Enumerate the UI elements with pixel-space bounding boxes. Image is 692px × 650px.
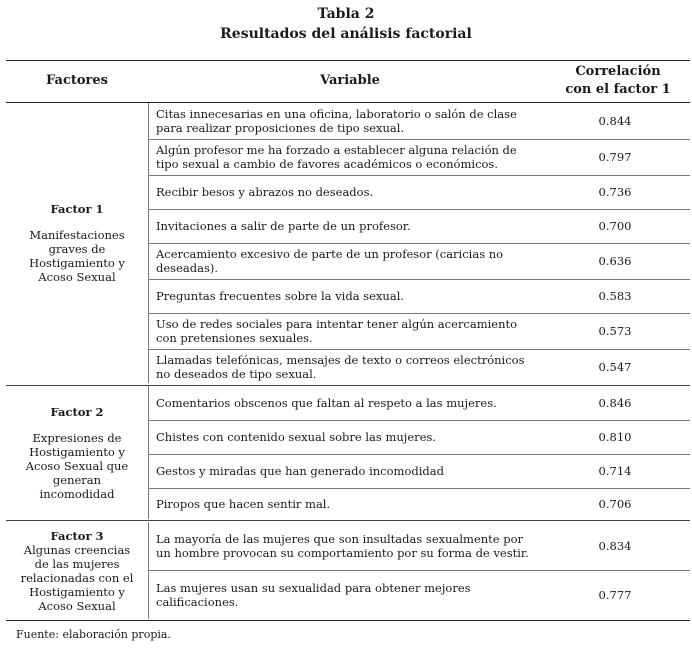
factor-description: Algunas creencias de las mujeres relacionadas con el Hostigamiento y Acoso Sexual	[20, 542, 134, 613]
table-row-correlation: 0.583	[598, 288, 632, 303]
table-row-variable: Invitaciones a salir de parte de un profesor.	[156, 218, 411, 233]
factor-description: Manifestaciones graves de Hostigamiento y Acoso Sexual	[29, 228, 125, 284]
header-correlacion-line2: con el factor 1	[565, 82, 671, 97]
source-note: Fuente: elaboración propia.	[16, 628, 171, 641]
factor-group-3	[6, 522, 148, 619]
factor-name: Factor 3	[50, 528, 104, 543]
table-row-correlation: 0.706	[598, 496, 632, 511]
table-row-variable: La mayoría de las mujeres que son insultadas sexualmente por un hombre provocan su comportamiento por su forma de vestir.	[156, 531, 529, 560]
table-row-variable: Algún profesor me ha forzado a establecer alguna relación de tipo sexual a cambio de favores académicos o económicos.	[156, 142, 517, 171]
table-row-variable: Acercamiento excesivo de parte de un profesor (caricias no deseadas).	[156, 246, 504, 275]
factor-group-1	[6, 103, 148, 383]
table-row-variable: Uso de redes sociales para intentar tener algún acercamiento con pretensiones sexuales.	[156, 316, 518, 345]
factor-name: Factor 2	[50, 404, 104, 419]
table-row-variable: Comentarios obscenos que faltan al respeto a las mujeres.	[156, 395, 497, 410]
table-row-variable: Preguntas frecuentes sobre la vida sexual.	[156, 288, 405, 303]
table-row-variable: Recibir besos y abrazos no deseados.	[156, 184, 374, 199]
header-factores: Factores	[46, 73, 108, 88]
table-title: Tabla 2	[317, 6, 375, 22]
column-divider	[148, 386, 149, 519]
table-row-variable: Piropos que hacen sentir mal.	[156, 496, 331, 511]
table-row-variable: Llamadas telefónicas, mensajes de texto o correos electrónicos no deseados de tipo sexual.	[156, 352, 525, 381]
table-row-correlation: 0.736	[598, 184, 632, 199]
table-row-correlation: 0.844	[598, 113, 632, 128]
table-top-rule	[6, 60, 690, 61]
table-row-correlation: 0.777	[598, 587, 632, 602]
header-correlacion-line1: Correlación	[575, 64, 661, 79]
table-row-correlation: 0.797	[598, 149, 632, 164]
table-row-variable: Las mujeres usan su sexualidad para obtener mejores calificaciones.	[156, 580, 471, 609]
table-subtitle: Resultados del análisis factorial	[220, 26, 472, 42]
table-row-correlation: 0.700	[598, 218, 632, 233]
header-variable: Variable	[320, 73, 380, 88]
table-bottom-rule	[6, 620, 690, 621]
factor-description: Expresiones de Hostigamiento y Acoso Sexual que generan incomodidad	[25, 430, 129, 501]
table-row-variable: Gestos y miradas que han generado incomodidad	[156, 463, 444, 478]
group-divider	[6, 520, 690, 521]
factor-name: Factor 1	[50, 202, 104, 216]
factor-group-2	[6, 386, 148, 519]
table-row-correlation: 0.846	[598, 395, 632, 410]
table-row-correlation: 0.636	[598, 253, 632, 268]
table-row-correlation: 0.573	[598, 323, 632, 338]
table-row-correlation: 0.547	[598, 359, 632, 374]
table-row-correlation: 0.714	[598, 463, 632, 478]
table-row-correlation: 0.810	[598, 429, 632, 444]
table-row-correlation: 0.834	[598, 538, 632, 553]
table-row-variable: Chistes con contenido sexual sobre las mujeres.	[156, 429, 436, 444]
table-row-variable: Citas innecesarias en una oficina, laboratorio o salón de clase para realizar proposiciones de tipo sexual.	[156, 106, 517, 135]
